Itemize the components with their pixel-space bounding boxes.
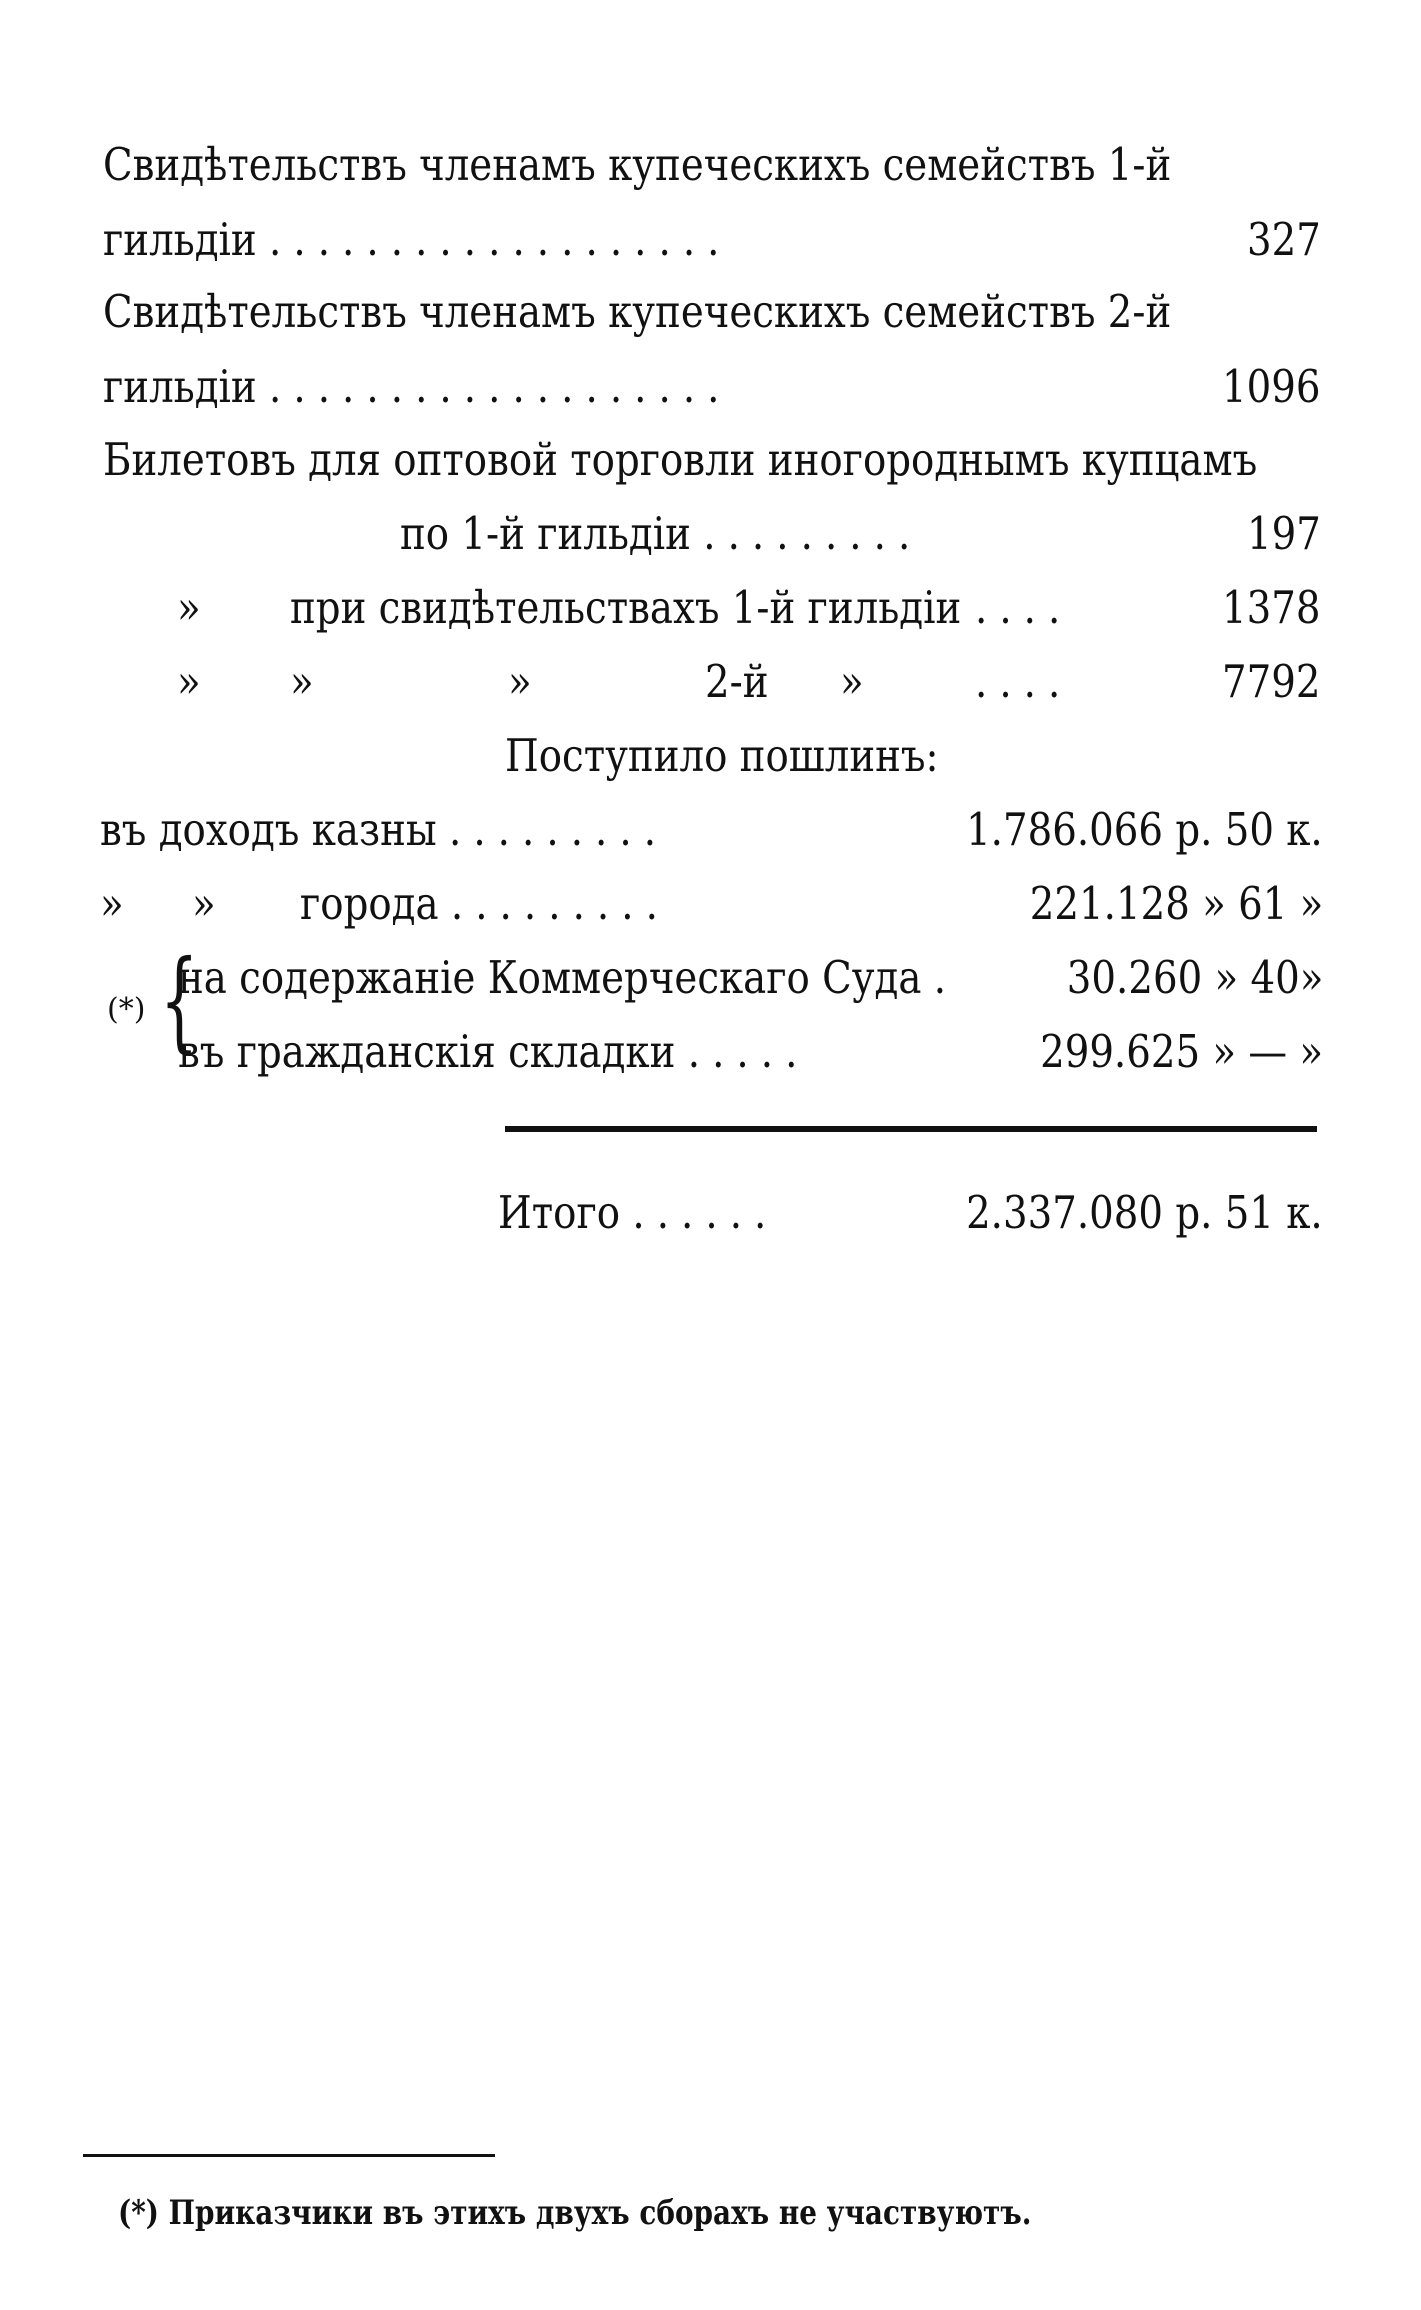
duty-row-3-label: на содержаніе Коммерческаго Суда	[178, 951, 922, 1004]
footnote: (*) Приказчики въ этихъ двухъ сборахъ не участвуютъ.	[118, 2193, 1032, 2233]
tickets-row-2-value: 1378	[1222, 581, 1321, 634]
certificate-1-dots: ...................	[269, 213, 732, 266]
tickets-row-1	[400, 506, 922, 562]
tickets-row-2	[290, 580, 961, 636]
certificate-2-line1: Свидѣтельствъ членамъ купеческихъ семействъ 2-й	[103, 285, 1172, 338]
duty-row-1	[100, 802, 668, 858]
certificate-1-label: гильдіи	[103, 213, 257, 266]
duty-row-3	[178, 950, 958, 1006]
duty-row-3-amount: 30.260 » 40»	[1066, 951, 1323, 1004]
duties-heading: Поступило пошлинъ:	[505, 729, 939, 782]
duty-row-2-dots: .........	[450, 877, 670, 930]
duty-row-3-dots: .	[933, 951, 959, 1004]
duty-row-4-dots: .....	[687, 1025, 810, 1078]
tickets-row-2-dots: ....	[975, 581, 1073, 634]
tickets-heading: Билетовъ для оптовой торговли иногороднымъ купцамъ	[103, 433, 1258, 486]
certificate-2-line2	[103, 359, 732, 415]
duty-row-4-label: въ гражданскія складки	[178, 1025, 676, 1078]
duty-row-2-amount: 221.128 » 61 »	[1029, 877, 1323, 930]
duty-row-1-label: въ доходъ казны	[100, 803, 437, 856]
certificate-2-dots: ...................	[269, 360, 732, 413]
bracket: {	[160, 936, 199, 1064]
duty-row-2	[300, 876, 670, 932]
total-rule	[505, 1126, 1317, 1132]
tickets-row-1-value: 197	[1247, 507, 1321, 560]
footnote-rule	[83, 2154, 495, 2157]
tickets-row-3-label: 2-й	[705, 655, 769, 708]
total-amount: 2.337.080 р. 51 к.	[966, 1186, 1323, 1239]
tickets-row-3-quote-4: »	[840, 655, 864, 708]
tickets-row-1-dots: .........	[703, 507, 923, 560]
certificate-2-label: гильдіи	[103, 360, 257, 413]
certificate-1-line2	[103, 212, 732, 268]
duty-row-4	[178, 1024, 809, 1080]
certificate-1-value: 327	[1247, 213, 1321, 266]
tickets-row-3-quote-3: »	[508, 655, 532, 708]
tickets-row-3-quote-2: »	[290, 655, 314, 708]
duty-row-4-amount: 299.625 » — »	[1040, 1025, 1323, 1078]
total-label: Итого	[498, 1186, 621, 1239]
certificate-1-line1: Свидѣтельствъ членамъ купеческихъ семействъ 1-й	[103, 138, 1172, 191]
footnote-mark: (*)	[107, 992, 146, 1027]
tickets-row-3-dots: ....	[975, 655, 1073, 708]
total-dots: ......	[632, 1186, 779, 1239]
tickets-row-2-quote: »	[177, 581, 201, 634]
duty-row-2-label: города	[300, 877, 439, 930]
duty-row-2-quote-1: »	[100, 877, 124, 930]
duty-row-1-amount: 1.786.066 р. 50 к.	[966, 803, 1323, 856]
certificate-2-value: 1096	[1222, 360, 1321, 413]
tickets-row-1-label: по 1-й гильдіи	[400, 507, 691, 560]
tickets-row-3-quote-1: »	[177, 655, 201, 708]
tickets-row-3-value: 7792	[1222, 655, 1321, 708]
tickets-row-2-label: при свидѣтельствахъ 1-й гильдіи	[290, 581, 962, 634]
duty-row-2-quote-2: »	[192, 877, 216, 930]
total-row	[498, 1185, 778, 1241]
duty-row-1-dots: .........	[448, 803, 669, 856]
